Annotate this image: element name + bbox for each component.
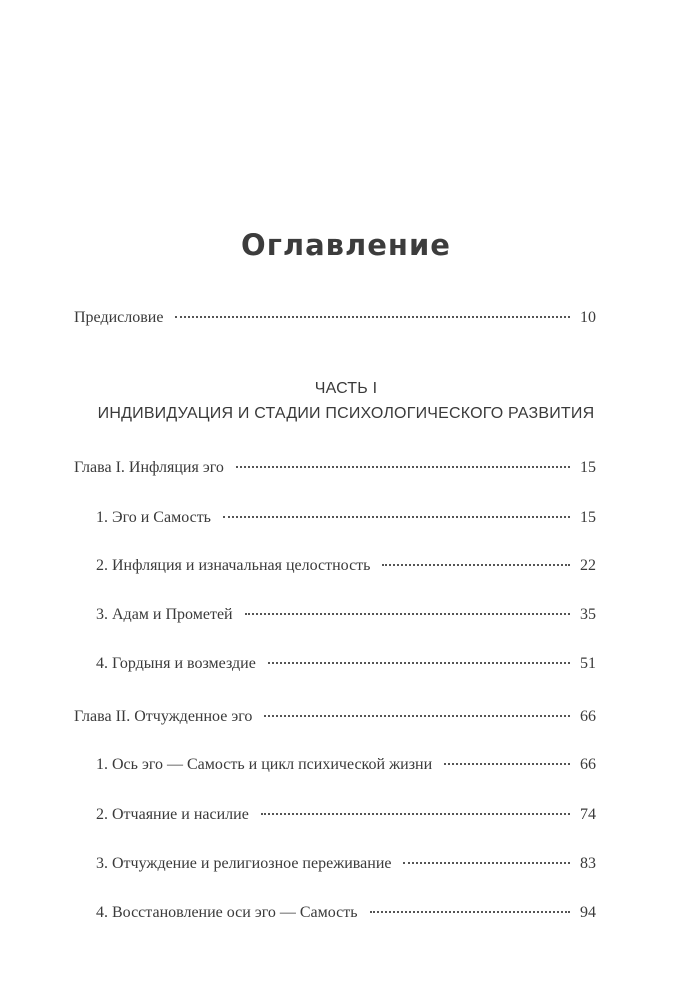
page-title: Оглавление [241,228,451,262]
toc-page-number: 15 [580,509,596,526]
toc-entry-label: Глава II. Отчужденное эго [74,708,253,725]
toc-page-number: 22 [580,557,596,574]
toc-page-number: 66 [580,756,596,773]
toc-page-number: 15 [580,459,596,476]
dot-leader [370,911,570,913]
toc-entry-label: 1. Эго и Самость [96,509,211,526]
toc-entry-section[interactable] [96,755,596,775]
toc-entry-section[interactable] [96,654,596,674]
toc-entry-preface[interactable] [74,308,596,328]
toc-entry-label: 2. Инфляция и изначальная целостность [96,557,371,574]
toc-entry-section[interactable] [96,903,596,923]
toc-entry-label: Предисловие [74,309,164,326]
toc-page-number: 35 [580,606,596,623]
dot-leader [444,763,570,765]
dot-leader [223,516,570,518]
toc-entry-chapter[interactable] [74,458,596,478]
toc-page-number: 94 [580,904,596,921]
toc-entry-section[interactable] [96,556,596,576]
dot-leader [261,813,570,815]
toc-page-number: 83 [580,855,596,872]
toc-entry-label: 2. Отчаяние и насилие [96,806,249,823]
toc-entry-label: 1. Ось эго — Самость и цикл психической жизни [96,756,433,773]
dot-leader [403,862,570,864]
toc-page-number: 74 [580,806,596,823]
dot-leader [245,613,570,615]
dot-leader [268,662,570,664]
toc-entry-label: 4. Гордыня и возмездие [96,655,256,672]
toc-entry-chapter[interactable] [74,707,596,727]
toc-entry-section[interactable] [96,854,596,874]
dot-leader [236,466,570,468]
toc-page-number: 66 [580,708,596,725]
toc-page-number: 10 [580,309,596,326]
dot-leader [264,715,570,717]
toc-entry-label: Глава I. Инфляция эго [74,459,224,476]
toc-entry-label: 4. Восстановление оси эго — Самость [96,904,358,921]
dot-leader [175,316,570,318]
toc-page-number: 51 [580,655,596,672]
dot-leader [382,564,570,566]
toc-entry-label: 3. Отчуждение и религиозное переживание [96,855,392,872]
toc-entry-section[interactable] [96,508,596,528]
part-number: ЧАСТЬ I [314,380,378,397]
toc-entry-label: 3. Адам и Прометей [96,606,233,623]
toc-entry-section[interactable] [96,805,596,825]
toc-entry-section[interactable] [96,605,596,625]
part-title: ИНДИВИДУАЦИЯ И СТАДИИ ПСИХОЛОГИЧЕСКОГО РАЗВИТИЯ [97,405,595,422]
